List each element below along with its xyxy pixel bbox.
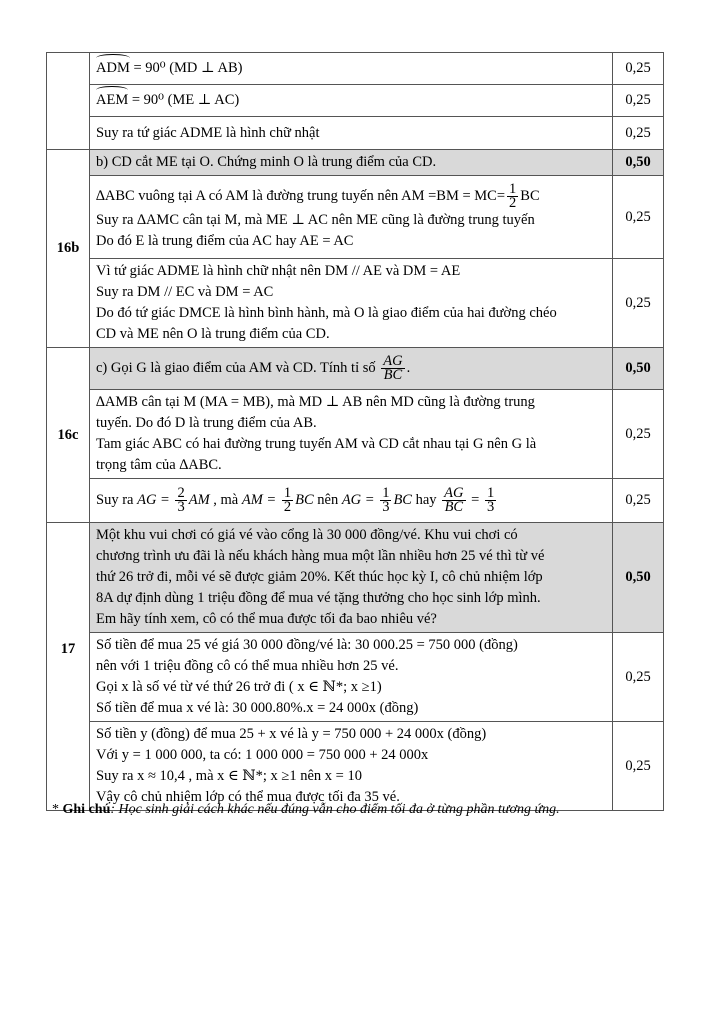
fraction: $\frac{AG}{BC}$ [383, 353, 403, 383]
angle-statement: = 90⁰ (ME ⊥ AC) [128, 92, 240, 108]
angle-aem-row [90, 85, 613, 117]
solution-line: Do đó E là trung điểm của AC hay AE = AC [96, 232, 354, 249]
question-header [90, 523, 613, 633]
question-label: 17 [47, 523, 90, 811]
solution-line: Với y = 1 000 000, ta có: 1 000 000 = 750 000 + 24 000x [96, 747, 429, 763]
points-cell: 0,25 [613, 176, 664, 259]
points-cell: 0,50 [613, 523, 664, 633]
solution-step [90, 390, 613, 479]
points-cell: 0,25 [613, 117, 664, 150]
fraction: $\frac{1}{2}$ [509, 180, 517, 211]
footnote-label: Ghi chú [62, 802, 111, 817]
angle-adm-row [90, 53, 613, 85]
fraction: $\frac{2}{3}$ [177, 485, 185, 515]
solution-step [90, 633, 613, 722]
footnote-text: : Học sinh giải cách khác nếu đúng vẫn cho điểm tối đa ở từng phần tương ứng. [110, 802, 560, 817]
solution-line: Vậy cô chủ nhiệm lớp có thể mua được tối đa 35 vé. [96, 789, 400, 805]
solution-line: Suy ra DM // EC và DM = AC [96, 284, 274, 300]
conclusion-row: Suy ra tứ giác ADME là hình chữ nhật [90, 117, 613, 150]
solution-line: Gọi x là số vé từ vé thứ 26 trở đi ( x ∈ ℕ*; x ≥1) [96, 679, 382, 695]
fraction: $\frac{1}{3}$ [486, 485, 495, 515]
points-cell: 0,50 [613, 150, 664, 176]
solution-line: Tam giác ABC có hai đường trung tuyến AM và CD cắt nhau tại G nên G là [96, 436, 537, 452]
solution-line: tuyến. Do đó D là trung điểm của AB. [96, 415, 317, 431]
points-cell: 0,50 [613, 348, 664, 390]
solution-line: Số tiền y (đồng) để mua 25 + x vé là y = 750 000 + 24 000x (đồng) [96, 726, 487, 742]
grading-table [46, 52, 664, 811]
solution-line: Vì tứ giác ADME là hình chữ nhật nên DM // AE và DM = AE [96, 263, 461, 279]
angle-arc: ADM [96, 58, 130, 79]
fraction: $\frac{AG}{BC}$ [444, 485, 464, 515]
question-label-blank [47, 53, 90, 150]
solution-line: nên với 1 triệu đồng cô có thể mua nhiều hơn 25 vé. [96, 658, 399, 674]
solution-step: Suy ra AG = $\frac{2}{3}$ AM , mà AM = $\frac{1}{2}$ BC nên AG = $\frac{1}{3}$ BC hay $\frac{AG}{BC}$ = $\frac{1}{3}$ [90, 479, 613, 523]
fraction: $\frac{1}{2}$ [283, 485, 292, 515]
angle-statement: = 90⁰ (MD ⊥ AB) [129, 60, 243, 76]
question-line: Em hãy tính xem, cô có thể mua được tối đa bao nhiêu vé? [96, 611, 437, 627]
question-line: thứ 26 trở đi, mỗi vé sẽ được giảm 20%. Kết thúc học kỳ I, cô chủ nhiệm lớp [96, 569, 543, 585]
points-cell: 0,25 [613, 53, 664, 85]
points-cell: 0,25 [613, 85, 664, 117]
points-cell: 0,25 [613, 479, 664, 523]
question-label: 16b [47, 150, 90, 348]
solution-line: Số tiền để mua x vé là: 30 000.80%.x = 24 000x (đồng) [96, 700, 419, 716]
question-label: 16c [47, 348, 90, 523]
solution-line: Suy ra ∆AMC cân tại M, mà ME ⊥ AC nên ME cũng là đường trung tuyến [96, 211, 535, 228]
solution-line: Số tiền để mua 25 vé giá 30 000 đồng/vé là: 30 000.25 = 750 000 (đồng) [96, 637, 518, 653]
footnote: * Ghi chú: Học sinh giải cách khác nếu đúng vẫn cho điểm tối đa ở từng phần tương ứng. [52, 802, 560, 817]
fraction: $\frac{1}{3}$ [382, 485, 390, 515]
solution-line: ∆AMB cân tại M (MA = MB), mà MD ⊥ AB nên MD cũng là đường trung [96, 394, 535, 410]
points-cell: 0,25 [613, 722, 664, 811]
question-line: Một khu vui chơi có giá vé vào cổng là 30 000 đồng/vé. Khu vui chơi có [96, 527, 518, 543]
angle-arc: AEM [96, 90, 128, 111]
points-cell: 0,25 [613, 390, 664, 479]
solution-step [90, 722, 613, 811]
question-line: 8A dự định dùng 1 triệu đồng để mua vé tặng thưởng cho học sinh lớp mình. [96, 590, 541, 606]
question-header: b) CD cắt ME tại O. Chứng minh O là trung điểm của CD. [90, 150, 613, 176]
question-text: c) Gọi G là giao điểm của AM và CD. Tính tỉ số [96, 359, 380, 376]
points-cell: 0,25 [613, 633, 664, 722]
solution-line: Suy ra x ≈ 10,4 , mà x ∈ ℕ*; x ≥1 nên x = 10 [96, 768, 362, 784]
solution-line: ∆ABC vuông tại A có AM là đường trung tuyến nên AM =BM = MC= [96, 187, 506, 204]
solution-step [90, 259, 613, 348]
points-cell: 0,25 [613, 259, 664, 348]
solution-line: trọng tâm của ∆ABC. [96, 457, 222, 473]
solution-line: BC [520, 187, 540, 204]
question-line: chương trình ưu đãi là nếu khách hàng mua một lần nhiều hơn 25 vé thì từ vé [96, 548, 545, 564]
question-header: c) Gọi G là giao điểm của AM và CD. Tính tỉ số $\frac{AG}{BC}$ . [90, 348, 613, 390]
solution-line: Do đó tứ giác DMCE là hình bình hành, mà O là giao điểm của hai đường chéo [96, 305, 557, 321]
solution-line: CD và ME nên O là trung điểm của CD. [96, 326, 330, 342]
solution-step [90, 176, 613, 259]
